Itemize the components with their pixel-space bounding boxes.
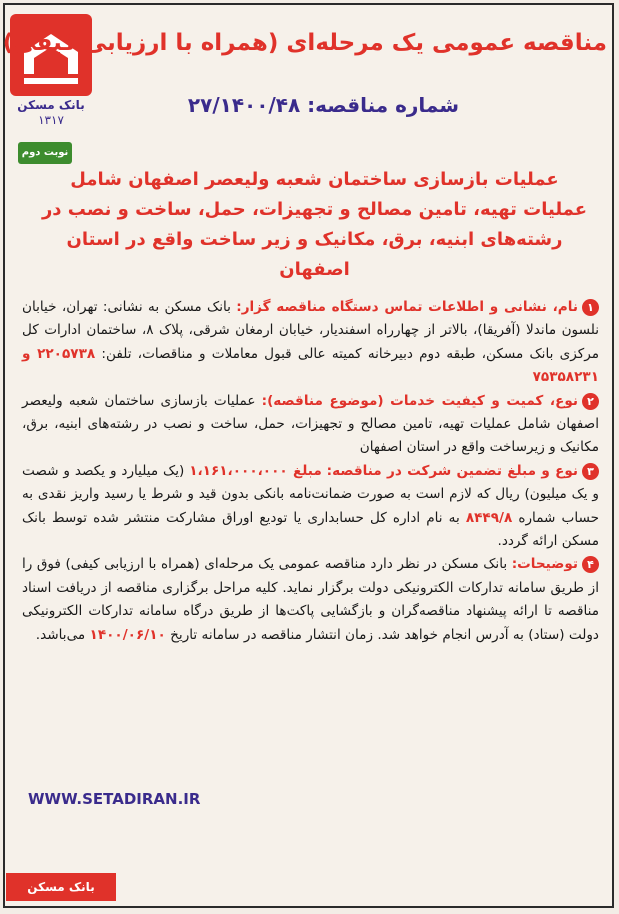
section-text: (یک میلیارد و یکصد و شصت و یک میلیون) ریال که لازم است به صورت ضمانت‌نامه بانکی بدون قید و شرط یا رسید واریز نقدی به حساب شماره [22, 462, 600, 526]
section-text-b: به نام اداره کل حسابداری یا تودیع اوراق مشارکت منتشر شده توسط بانک مسکن ارائه گردد. [22, 509, 599, 550]
setad-url-link[interactable]: WWW.SETADIRAN.IR [28, 790, 201, 808]
subtitle-line-1: عملیات بازسازی ساختمان شعبه ولیعصر اصفهان شامل [70, 169, 559, 190]
publish-date: ۱۴۰۰/۰۶/۱۰ [89, 626, 166, 643]
section-title: نوع و مبلغ تضمین شرکت در مناقصه: [326, 462, 578, 479]
logo-bank-name: بانک مسکن [17, 98, 85, 112]
section-text: عملیات بازسازی ساختمان شعبه ولیعصر اصفهان شامل عملیات تهیه، تامین مصالح و تجهیزات، حمل، ساخت و نصب در رشته‌های ابنیه، برق، مکانیک و زیرساخت واقع در استان اصفهان [22, 392, 599, 456]
section-4 [22, 553, 599, 647]
account-number: ۸۴۴۹/۸ [465, 509, 513, 526]
section-text-c: می‌باشد. [35, 626, 86, 643]
section-3 [22, 460, 599, 554]
subtitle-line-3: رشته‌های ابنیه، برق، مکانیک و زیر ساخت واقع در استان اصفهان [66, 229, 563, 280]
section-text-b: انجام خواهد شد. زمان انتشار مناقصه در سامانه تاریخ [170, 626, 472, 643]
section-title: نام، نشانی و اطلاعات تماس دستگاه مناقصه گزار: [236, 299, 578, 315]
section-number: ۱ [582, 299, 599, 316]
section-number: ۴ [582, 556, 599, 573]
phone-numbers: ۲۲۰۵۷۳۸ و ۷۵۳۵۸۲۳۱ [22, 345, 599, 386]
section-text: بانک مسکن در نظر دارد مناقصه عمومی یک مرحله‌ای (همراه با ارزیابی کیفی) فوق را از طریق سامانه تدارکات الکترونیکی دولت برگزار نماید. کلیه مراحل برگزاری مناقصه از دریافت اسناد مناقصه تا ارائه پیشنهاد مناقصه‌گران و بازگشایی پاکت‌ها از طریق درگاه سامانه تدارکات الکترونیکی دولت (ستاد) به آدرس [22, 556, 599, 643]
section-number: ۳ [582, 463, 599, 480]
section-text: بانک مسکن به نشانی: تهران، خیابان نلسون ماندلا (آفریقا)، بالاتر از چهارراه اسفندیار، خیابان ارمغان شرقی، پلاک ۸، ساختمان ادارات کل مرکزی بانک مسکن، طبقه دوم دبیرخانه کمیته عالی قبول معاملات و مناقصات، تلفن: [22, 299, 599, 362]
section-title: توضیحات: [511, 556, 578, 573]
footer-bank-name: بانک مسکن [6, 873, 116, 901]
logo-year: ۱۳۱۷ [38, 113, 64, 127]
section-title: نوع، کمیت و کیفیت خدمات (موضوع مناقصه): [261, 392, 578, 409]
tender-number: شماره مناقصه: ۲۷/۱۴۰۰/۴۸ [187, 93, 459, 117]
body-text [22, 296, 599, 647]
subtitle [30, 165, 599, 285]
guarantee-amount: مبلغ ۱،۱۶۱،۰۰۰،۰۰۰ [189, 462, 322, 479]
section-1 [22, 296, 599, 390]
section-2 [22, 390, 599, 460]
second-notice-badge: نوبت دوم [18, 142, 72, 164]
headline: مناقصه عمومی یک مرحله‌ای (همراه با ارزیابی کیفی) [2, 30, 607, 56]
subtitle-line-2: عملیات تهیه، تامین مصالح و تجهیزات، حمل، ساخت و نصب در [41, 199, 588, 220]
section-number: ۲ [582, 393, 599, 410]
